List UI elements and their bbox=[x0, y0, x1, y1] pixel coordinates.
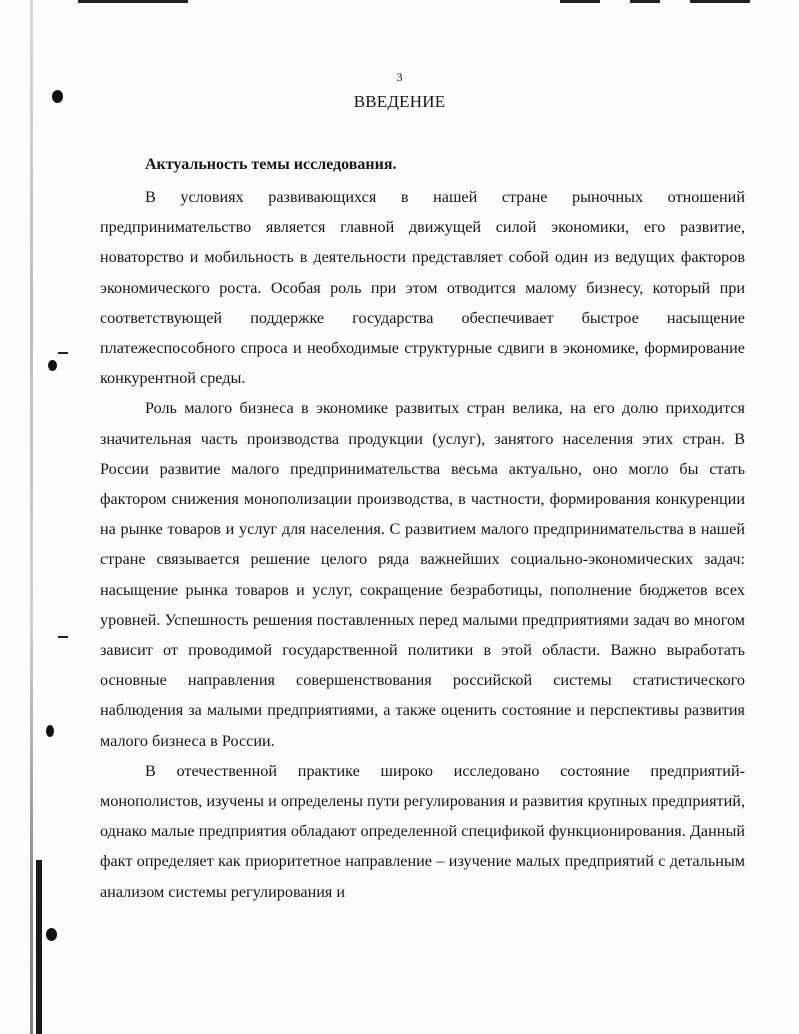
section-subheading: Актуальность темы исследования. bbox=[145, 156, 397, 173]
scan-edge-mark bbox=[630, 0, 660, 3]
scan-edge-mark bbox=[560, 0, 600, 3]
scan-dash-mark bbox=[58, 636, 68, 638]
punch-hole-icon bbox=[46, 725, 54, 737]
body-text bbox=[100, 182, 745, 907]
paragraph: Роль малого бизнеса в экономике развитых стран велика, на его долю приходится значительная часть производства продукции (услуг), занятого населения этих стран. В России развитие малого предпринимательства весьма актуально, оно могло бы стать фактором снижения монополизации производства, в частности, формирования конкуренции на рынке товаров и услуг для населения. С развитием малого предпринимательства в нашей стране связывается решение целого ряда важнейших социально-экономических задач: насыщение рынка товаров и услуг, сокращение безработицы, пополнение бюджетов всех уровней. Успешность решения поставленных перед малыми предприятиями задач во многом зависит от проводимой государственной политики в этой области. Важно выработать основные направления совершенствования российской системы статистического наблюдения за малыми предприятиями, а также оценить состояние и перспективы развития малого бизнеса в России. bbox=[100, 399, 745, 750]
binding-edge-shadow bbox=[30, 0, 33, 1034]
punch-hole-icon bbox=[48, 360, 57, 371]
binding-edge-shadow bbox=[36, 860, 42, 1034]
paragraph: В условиях развивающихся в нашей стране рыночных отношений предпринимательство является главной движущей силой экономики, его развитие, новаторство и мобильность в деятельности представляет собой один из ведущих факторов экономического роста. Особая роль при этом отводится малому бизнесу, который при соответствующей поддержке государства обеспечивает быстрое насыщение платежеспособного спроса и необходимые структурные сдвиги в экономике, формирование конкурентной среды. bbox=[100, 188, 745, 388]
scan-edge-mark bbox=[690, 0, 750, 3]
page-number: 3 bbox=[396, 70, 403, 84]
punch-hole-icon bbox=[46, 928, 57, 941]
scan-edge-mark bbox=[78, 0, 188, 3]
scan-dash-mark bbox=[58, 352, 68, 354]
page-title: ВВЕДЕНИЕ bbox=[353, 92, 446, 111]
paragraph: В отечественной практике широко исследовано состояние предприятий-монополистов, изучены и определены пути регулирования и развития крупных предприятий, однако малые предприятия обладают определенной спецификой функционирования. Данный факт определяет как приоритетное направление – изучение малых предприятий с детальным анализом системы регулирования и bbox=[100, 761, 745, 901]
